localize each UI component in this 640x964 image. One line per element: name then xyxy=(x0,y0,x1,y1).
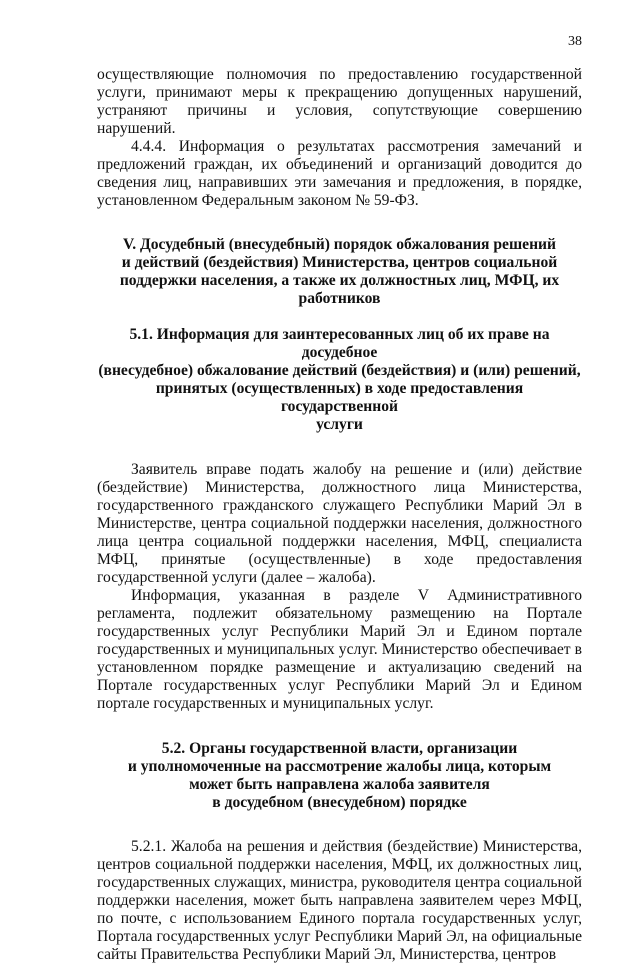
subsection-5-2-heading xyxy=(97,740,582,812)
page-body xyxy=(97,66,582,964)
heading-line: принятых (осуществленных) в ходе предоставления государственной xyxy=(155,380,524,415)
paragraph-information-placement: Информация, указанная в разделе V Административного регламента, подлежит обязательному размещению на Портале государственных услуг Республики Марий Эл и Едином портале государственных и муниципальных услуг. Министерство обеспечивает в установленном порядке размещение и актуализацию сведений на Портале государственных услуг Республики Марий Эл и Едином портале государственных и муниципальных услуг. xyxy=(97,587,582,712)
heading-line: работников xyxy=(298,290,381,307)
heading-line: в досудебном (внесудебном) порядке xyxy=(212,794,467,811)
paragraph-measures: осуществляющие полномочия по предоставлению государственной услуги, принимают меры к прекращению допущенных нарушений, устраняют причины и условия, сопутствующие совершению нарушений. xyxy=(97,66,582,137)
heading-line: и действий (бездействия) Министерства, центров социальной xyxy=(121,254,558,271)
heading-line: и уполномоченные на рассмотрение жалобы лица, которым xyxy=(127,758,552,775)
heading-line: 5.1. Информация для заинтересованных лиц об их праве на досудебное xyxy=(129,326,550,361)
heading-line: услуги xyxy=(316,416,363,433)
paragraph-complaint-right: Заявитель вправе подать жалобу на решение и (или) действие (бездействие) Министерства, должностного лица Министерства, государственного гражданского служащего Республики Марий Эл в Министерстве, центра социальной поддержки населения, должностного лица центра социальной поддержки населения, МФЦ, специалиста МФЦ, принятые (осуществленные) в ходе предоставления государственной услуги (далее – жалоба). xyxy=(97,461,582,586)
heading-line: поддержки населения, а также их должностных лиц, МФЦ, их xyxy=(119,272,560,289)
subsection-5-1-heading xyxy=(97,326,582,434)
section-v-heading xyxy=(97,236,582,308)
paragraph-5-2-1: 5.2.1. Жалоба на решения и действия (бездействие) Министерства, центров социальной поддержки населения, МФЦ, их должностных лиц, государственных служащих, министра, руководителя центра социальной поддержки населения, может быть направлена заявителем через МФЦ, по почте, с использованием Единого портала государственных услуг, Портала государственных услуг Республики Марий Эл, на официальные сайты Правительства Республики Марий Эл, Министерства, центров xyxy=(97,838,582,963)
heading-line: (внесудебное) обжалование действий (бездействия) и (или) решений, xyxy=(98,362,581,379)
heading-line: может быть направлена жалоба заявителя xyxy=(189,776,490,793)
heading-line: 5.2. Органы государственной власти, организации xyxy=(161,740,518,757)
paragraph-4-4-4: 4.4.4. Информация о результатах рассмотрения замечаний и предложений граждан, их объединений и организаций доводится до сведения лиц, направивших эти замечания и предложения, в порядке, установленном Федеральным законом № 59-ФЗ. xyxy=(97,138,582,209)
heading-line: V. Досудебный (внесудебный) порядок обжалования решений xyxy=(122,236,557,253)
page-number: 38 xyxy=(568,34,582,49)
